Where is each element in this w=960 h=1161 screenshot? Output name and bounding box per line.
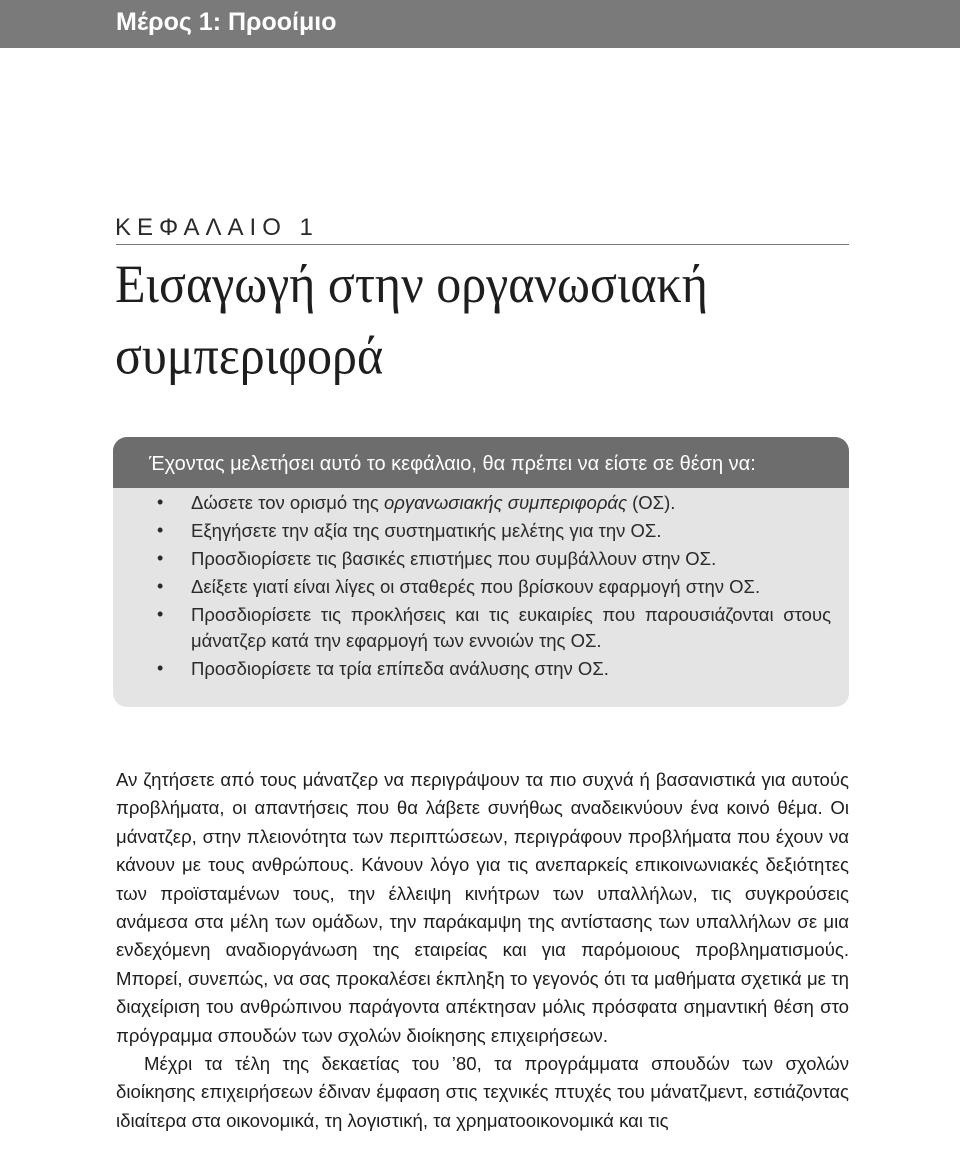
chapter-title: Εισαγωγή στην οργανωσιακή συμπεριφορά (115, 253, 708, 386)
bullet-icon: • (157, 548, 164, 568)
objective-emphasis: οργανωσιακής συμπεριφοράς (383, 492, 627, 513)
objective-item (113, 518, 849, 544)
objective-item (113, 490, 849, 516)
part-header-title: Μέρος 1: Προοίμιο (116, 8, 337, 36)
objective-text: Δώσετε τον ορισμό της (191, 492, 384, 513)
objectives-list (113, 490, 849, 684)
bullet-icon: • (157, 604, 164, 624)
bullet-icon: • (157, 576, 164, 596)
objectives-heading: Έχοντας μελετήσει αυτό το κεφάλαιο, θα πρέπει να είστε σε θέση να: (149, 453, 756, 475)
learning-objectives-box (113, 437, 849, 707)
objective-text: Δείξετε γιατί είναι λίγες οι σταθερές που βρίσκουν εφαρμογή στην ΟΣ. (191, 576, 761, 597)
objective-item (113, 574, 849, 600)
part-header-bar (0, 0, 960, 48)
objective-text: Προσδιορίσετε τα τρία επίπεδα ανάλυσης στην ΟΣ. (191, 658, 609, 679)
objective-item (113, 546, 849, 572)
body-text (116, 766, 849, 1135)
objective-item (113, 602, 849, 654)
objective-item (113, 656, 849, 682)
body-paragraph: Αν ζητήσετε από τους μάνατζερ να περιγράψουν τα πιο συχνά ή βασανιστικά για αυτούς προβλήματα, οι απαντήσεις που θα λάβετε συνήθως αναδεικνύουν ένα κοινό θέμα. Οι μάνατζερ, στην πλειονότητα των περιπτώσεων, περιγράφουν προβλήματα που έχουν να κάνουν με τους ανθρώπους. Κάνουν λόγο για τις ανεπαρκείς επικοινωνιακές δεξιότητες των προϊσταμένων τους, την έλλειψη κινήτρων των υπαλλήλων, τις συγκρούσεις ανάμεσα στα μέλη των ομάδων, την παράκαμψη της αντίστασης των υπαλλήλων σε μια ενδεχόμενη αναδιοργάνωση της εταιρείας και για παρόμοιους προβληματισμούς. Μπορεί, συνεπώς, να σας προκαλέσει έκπληξη το γεγονός ότι τα μαθήματα σχετικά με τη διαχείριση του ανθρώπινου παράγοντα απέκτησαν μόλις πρόσφατα σημαντική θέση στο πρόγραμμα σπουδών των σχολών διοίκησης επιχειρήσεων. (116, 769, 849, 1046)
bullet-icon: • (157, 520, 164, 540)
objective-text: Εξηγήσετε την αξία της συστηματικής μελέτης για την ΟΣ. (191, 520, 662, 541)
chapter-divider (116, 244, 849, 245)
objectives-header (113, 437, 849, 488)
bullet-icon: • (157, 492, 164, 512)
objective-text-end: (ΟΣ). (626, 492, 676, 513)
chapter-label: ΚΕΦΑΛΑΙΟ 1 (115, 214, 319, 241)
bullet-icon: • (157, 658, 164, 678)
objective-text: Προσδιορίσετε τις βασικές επιστήμες που συμβάλλουν στην ΟΣ. (191, 548, 717, 569)
objective-text: Προσδιορίσετε τις προκλήσεις και τις ευκαιρίες που παρουσιάζονται στους μάνατζερ κατά την εφαρμογή των εννοιών της ΟΣ. (191, 604, 831, 651)
body-paragraph: Μέχρι τα τέλη της δεκαετίας του ’80, τα προγράμματα σπουδών των σχολών διοίκησης επιχειρήσεων έδιναν έμφαση στις τεχνικές πτυχές του μάνατζμεντ, εστιάζοντας ιδιαίτερα στα οικονομικά, τη λογιστική, τα χρηματοοικονομικά και τις (116, 1053, 849, 1131)
